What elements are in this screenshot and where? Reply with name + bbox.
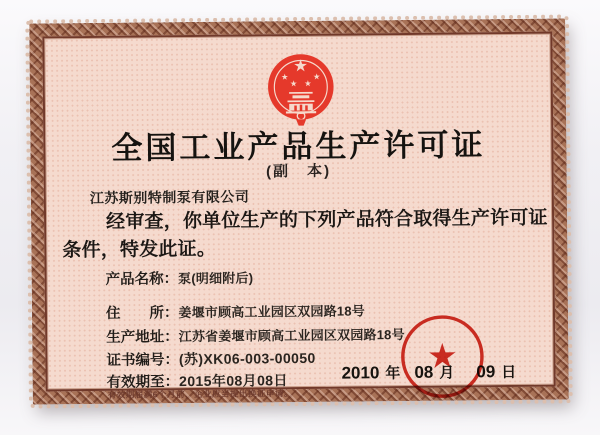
statement-line1: 经审查，你单位生产的下列产品符合取得生产许可证 xyxy=(105,207,548,233)
field-value: 江苏省姜堰市顾高工业园区双园路18号 xyxy=(178,326,405,345)
official-seal-icon xyxy=(399,313,486,400)
renewal-note: 有效期届满6个月前，企业应当提出换证申请。 xyxy=(107,388,294,400)
field-product-name xyxy=(106,266,254,288)
issue-month-unit: 月 xyxy=(439,364,455,382)
field-label: 证书编号： xyxy=(106,352,179,369)
field-value: 姜堰市顾高工业园区双园路18号 xyxy=(178,303,365,321)
issue-year: 2010 xyxy=(341,363,380,383)
field-residence xyxy=(106,299,365,322)
field-production-address xyxy=(106,323,405,347)
issue-day-unit: 日 xyxy=(501,363,517,382)
field-value: 泵(明细附后) xyxy=(178,270,254,287)
field-certificate-number xyxy=(106,347,315,370)
certificate-inner xyxy=(42,32,555,400)
field-label: 住 所： xyxy=(105,305,179,322)
issue-year-unit: 年 xyxy=(385,365,401,383)
field-label: 生产地址： xyxy=(106,329,179,346)
seal-star-icon xyxy=(429,343,455,368)
certificate-subtitle: (副 本) xyxy=(266,162,332,181)
certificate xyxy=(29,18,569,404)
field-label: 有效期至： xyxy=(106,374,180,391)
field-value: (苏)XK06-003-00050 xyxy=(178,349,316,368)
certificate-title: 全国工业产品生产许可证 xyxy=(111,127,486,166)
field-label: 产品名称： xyxy=(105,271,179,288)
statement-line2: 条件，特发此证。 xyxy=(62,238,217,262)
issue-day: 09 xyxy=(476,362,496,382)
field-value: 2015年08月08日 xyxy=(179,372,288,390)
national-emblem-icon xyxy=(258,53,343,127)
company-name: 江苏斯别特制泵有限公司 xyxy=(89,188,250,207)
issue-month: 08 xyxy=(414,362,434,382)
